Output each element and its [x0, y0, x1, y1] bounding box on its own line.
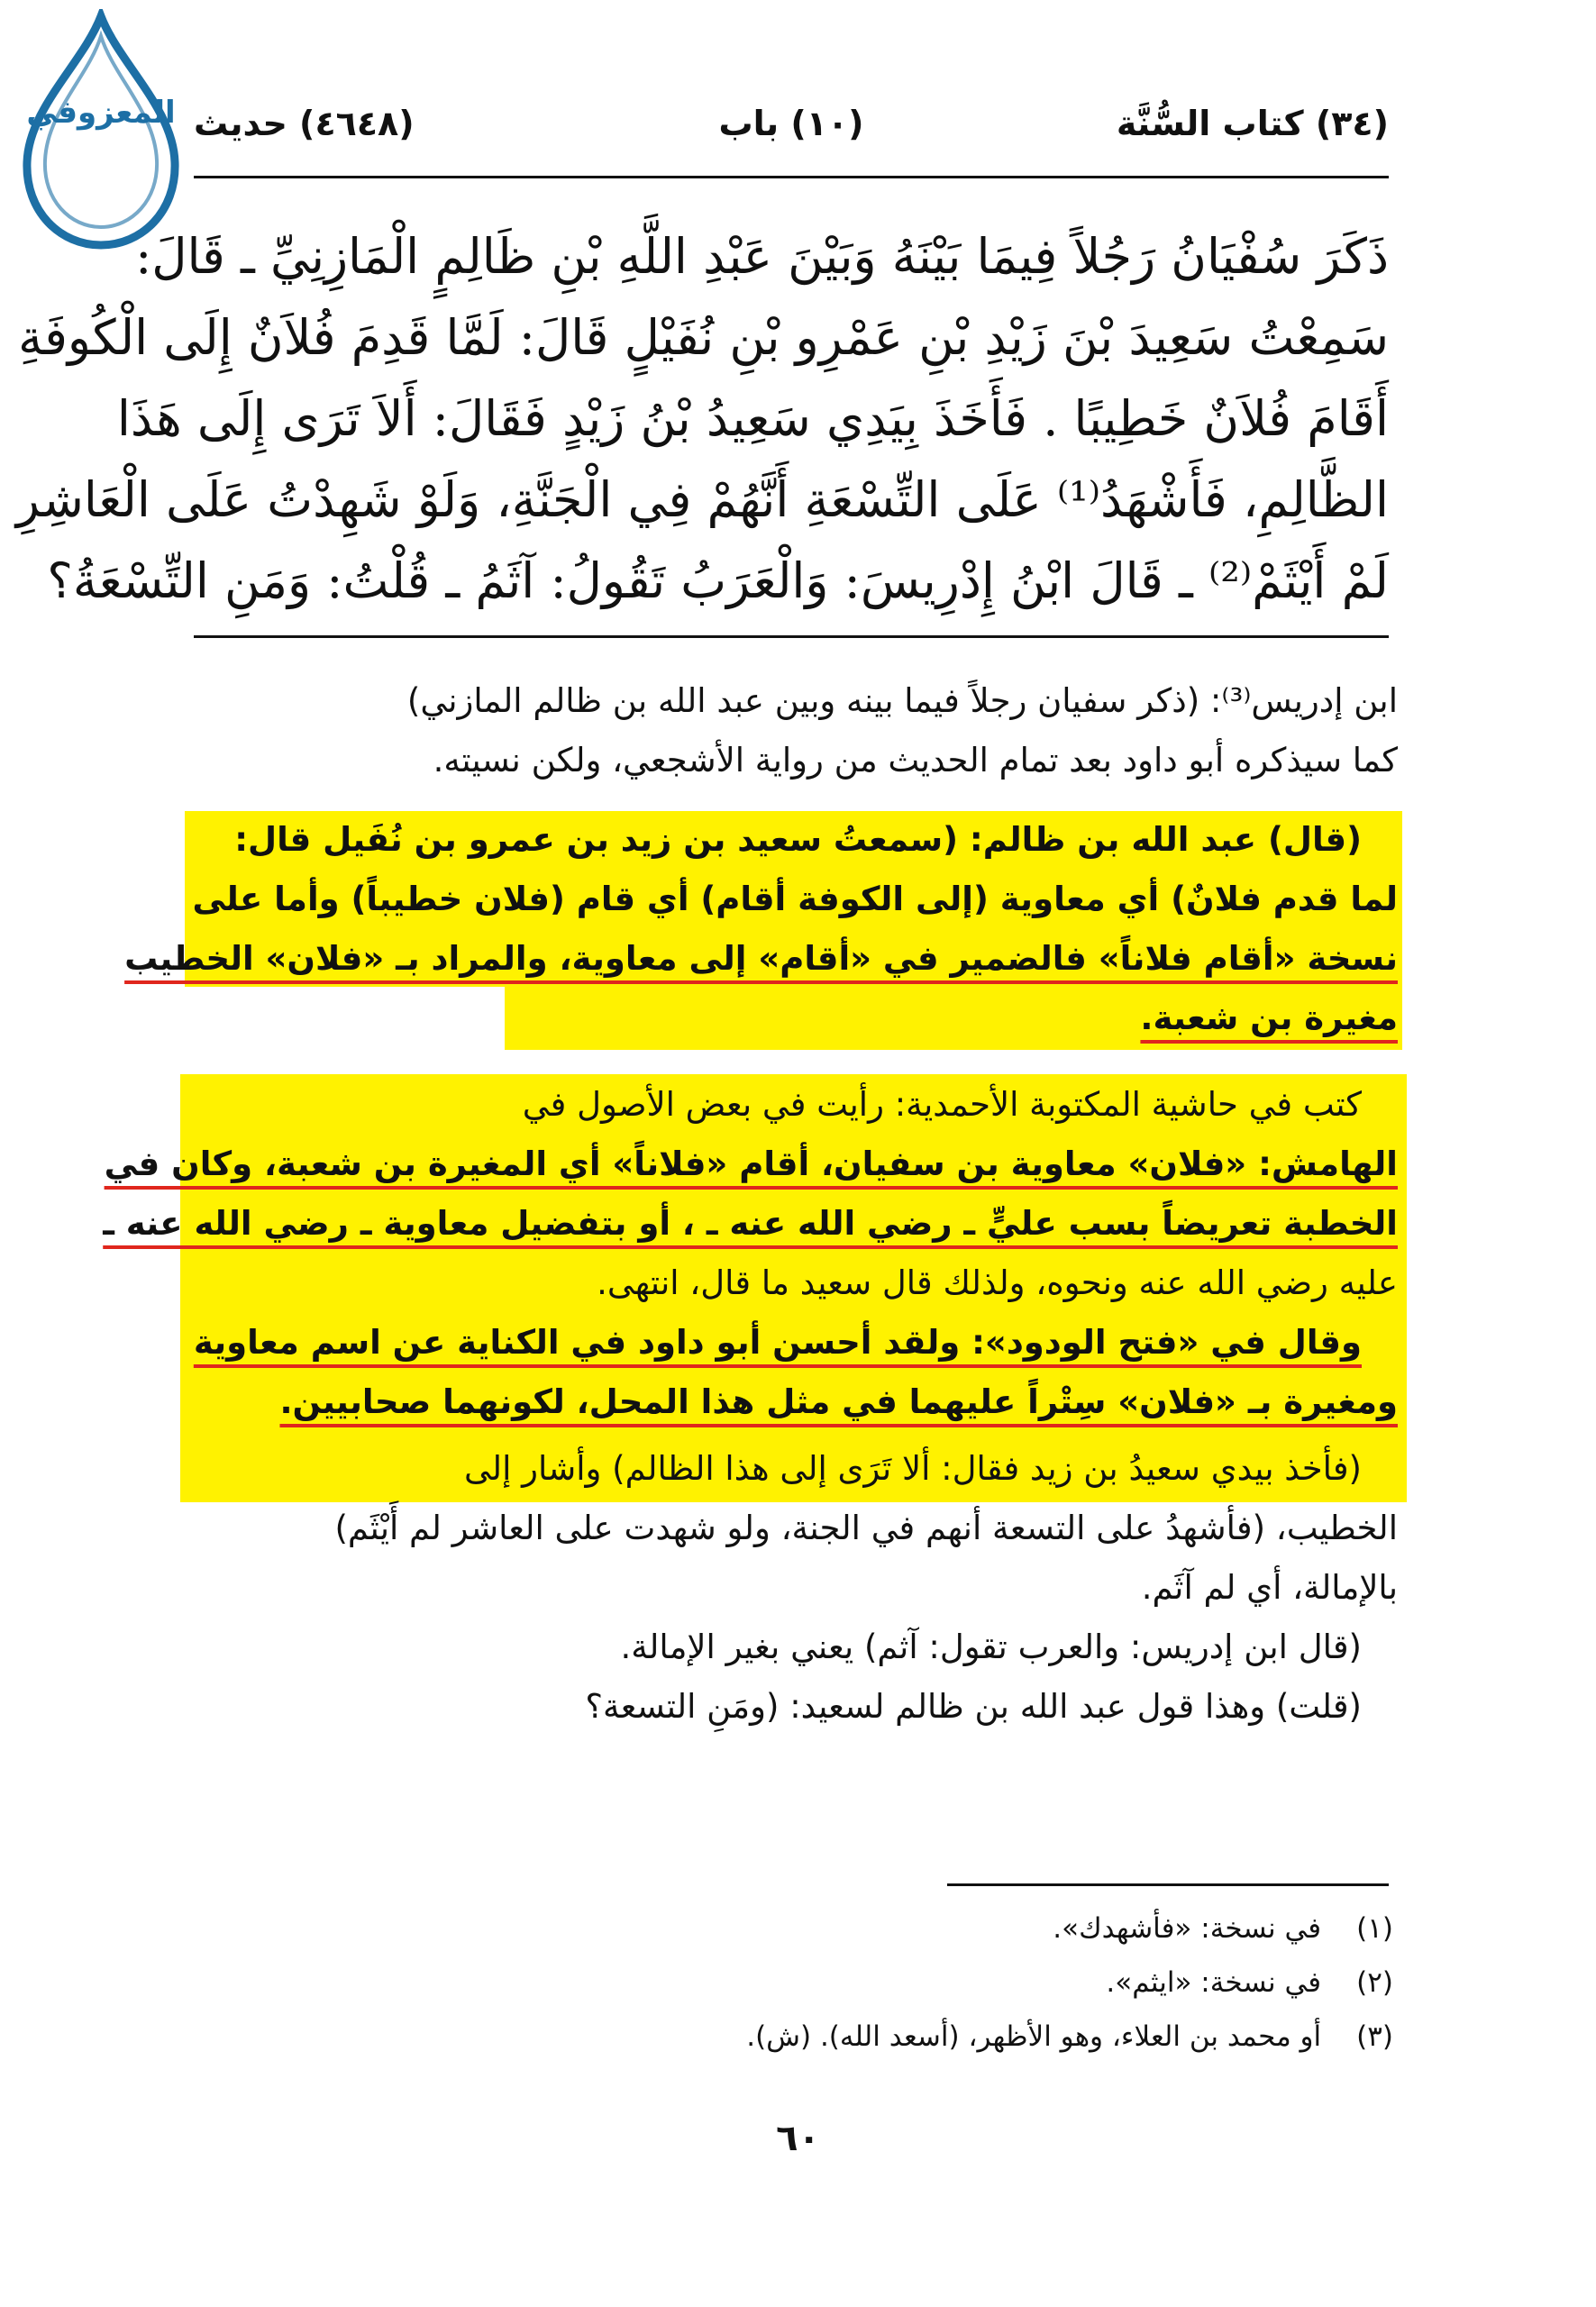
commentary-line-underlined: الخطبة تعريضاً بسب عليٍّ ـ رضي الله عنه ـ ، أو بتفضيل معاوية ـ رضي الله عنه ـ — [103, 1204, 1398, 1243]
footnote — [270, 1956, 1393, 2010]
matn-line: سَمِعْتُ سَعِيدَ بْنَ زَيْدِ بْنِ عَمْرِو بْنِ نُفَيْلٍ قَالَ: لَمَّا قَدِمَ فُلاَنٌ إِلَى الْكُوفَةِ — [18, 309, 1389, 366]
commentary-line-underlined: ومغيرة بـ «فلان» سِتْراً عليهما في مثل هذا المحل، لكونهما صحابيين. — [279, 1382, 1398, 1421]
matn-line: أَقَامَ فُلاَنٌ خَطِيبًا . فَأَخَذَ بِيَدِي سَعِيدُ بْنُ زَيْدٍ فَقَالَ: أَلاَ تَرَى إِلَى هَذَا — [116, 390, 1389, 447]
footnote-text: في نسخة: «ايثم». — [1106, 1966, 1322, 1999]
commentary-line: كتب في حاشية المكتوبة الأحمدية: رأيت في بعض الأصول في — [522, 1085, 1362, 1124]
footnote-text: في نسخة: «فأشهدك». — [1053, 1912, 1322, 1945]
commentary-line-underlined: مغيرة بن شعبة. — [1140, 998, 1398, 1037]
commentary-line-underlined: وقال في «فتح الودود»: ولقد أحسن أبو داود في الكناية عن اسم معاوية — [193, 1323, 1362, 1362]
commentary-line: (قال ابن إدريس: والعرب تقول: آثم) يعني بغير الإمالة. — [620, 1628, 1362, 1666]
page-number: ٦٠ — [776, 2118, 820, 2159]
footnote-number: (٣) — [1356, 2020, 1393, 2053]
header-bab: (١٠) باب — [718, 104, 864, 143]
footnote-rule — [947, 1883, 1389, 1886]
header-hadith-number: (٤٦٤٨) حديث — [194, 104, 415, 143]
running-header — [194, 104, 1389, 158]
commentary-line: الخطيب، (فأشهدُ على التسعة أنهم في الجنة، ولو شهدت على العاشر لم أَيْثَم) — [334, 1509, 1398, 1547]
commentary — [103, 671, 1398, 1737]
matn-line: ذَكَرَ سُفْيَانُ رَجُلاً فِيمَا بَيْنَهُ وَبَيْنَ عَبْدِ اللَّهِ بْنِ ظَالِمٍ الْمَازِنِيِّ ـ قَالَ: — [135, 228, 1389, 285]
commentary-line: (قال) عبد الله بن ظالم: (سمعتُ سعيد بن زيد بن عمرو بن نُفَيل قال: — [234, 820, 1362, 859]
footnotes — [270, 1901, 1393, 2064]
commentary-line: كما سيذكره أبو داود بعد تمام الحديث من رواية الأشجعي، ولكن نسيته. — [433, 741, 1398, 780]
footnote-number: (١) — [1356, 1912, 1393, 1945]
commentary-line: لما قدم فلانٌ) أي معاوية (إلى الكوفة أقام) أي قام (فلان خطيباً) وأما على — [192, 880, 1398, 918]
header-rule — [194, 176, 1389, 178]
footnote-number: (٢) — [1356, 1966, 1393, 1999]
matn-rule — [194, 635, 1389, 638]
logo-text: المعزوفي — [26, 95, 176, 131]
hadith-text — [15, 216, 1389, 622]
commentary-line: عليه رضي الله عنه ونحوه، ولذلك قال سعيد ما قال، انتهى. — [597, 1263, 1398, 1302]
matn-line: الظَّالِمِ، فَأَشْهَدُ⁽¹⁾ عَلَى التِّسْعَةِ أَنَّهُمْ فِي الْجَنَّةِ، وَلَوْ شَهِدْتُ عَلَى الْعَاشِرِ — [15, 471, 1389, 528]
matn-line: لَمْ أَيْثَمْ⁽²⁾ ـ قَالَ ابْنُ إِدْرِيسَ: وَالْعَرَبُ تَقُولُ: آثَمُ ـ قُلْتُ: وَمَنِ التِّسْعَةُ؟ — [47, 552, 1389, 609]
commentary-line-underlined: الهامش: «فلان» معاوية بن سفيان، أقام «فلاناً» أي المغيرة بن شعبة، وكان في — [104, 1144, 1398, 1183]
footnote — [270, 2010, 1393, 2064]
footnote — [270, 1901, 1393, 1956]
commentary-line: ابن إدريس⁽³⁾: (ذكر سفيان رجلاً فيما بينه وبين عبد الله بن ظالم المازني) — [406, 681, 1398, 720]
commentary-line: (قلت) وهذا قول عبد الله بن ظالم لسعيد: (ومَنِ التسعة؟ — [585, 1687, 1362, 1726]
header-book-title: (٣٤) كتاب السُّنَّة — [1116, 104, 1389, 143]
footnote-text: أو محمد بن العلاء، وهو الأظهر، (أسعد الله). (ش). — [746, 2020, 1322, 2053]
commentary-line-underlined: نسخة «أقام فلاناً» فالضمير في «أقام» إلى معاوية، والمراد بـ «فلان» الخطيب — [124, 939, 1398, 978]
commentary-line: بالإمالة، أي لم آثَم. — [1141, 1568, 1398, 1607]
commentary-line: (فأخذ بيدي سعيدُ بن زيد فقال: ألا تَرَى إلى هذا الظالم) وأشار إلى — [463, 1449, 1362, 1488]
